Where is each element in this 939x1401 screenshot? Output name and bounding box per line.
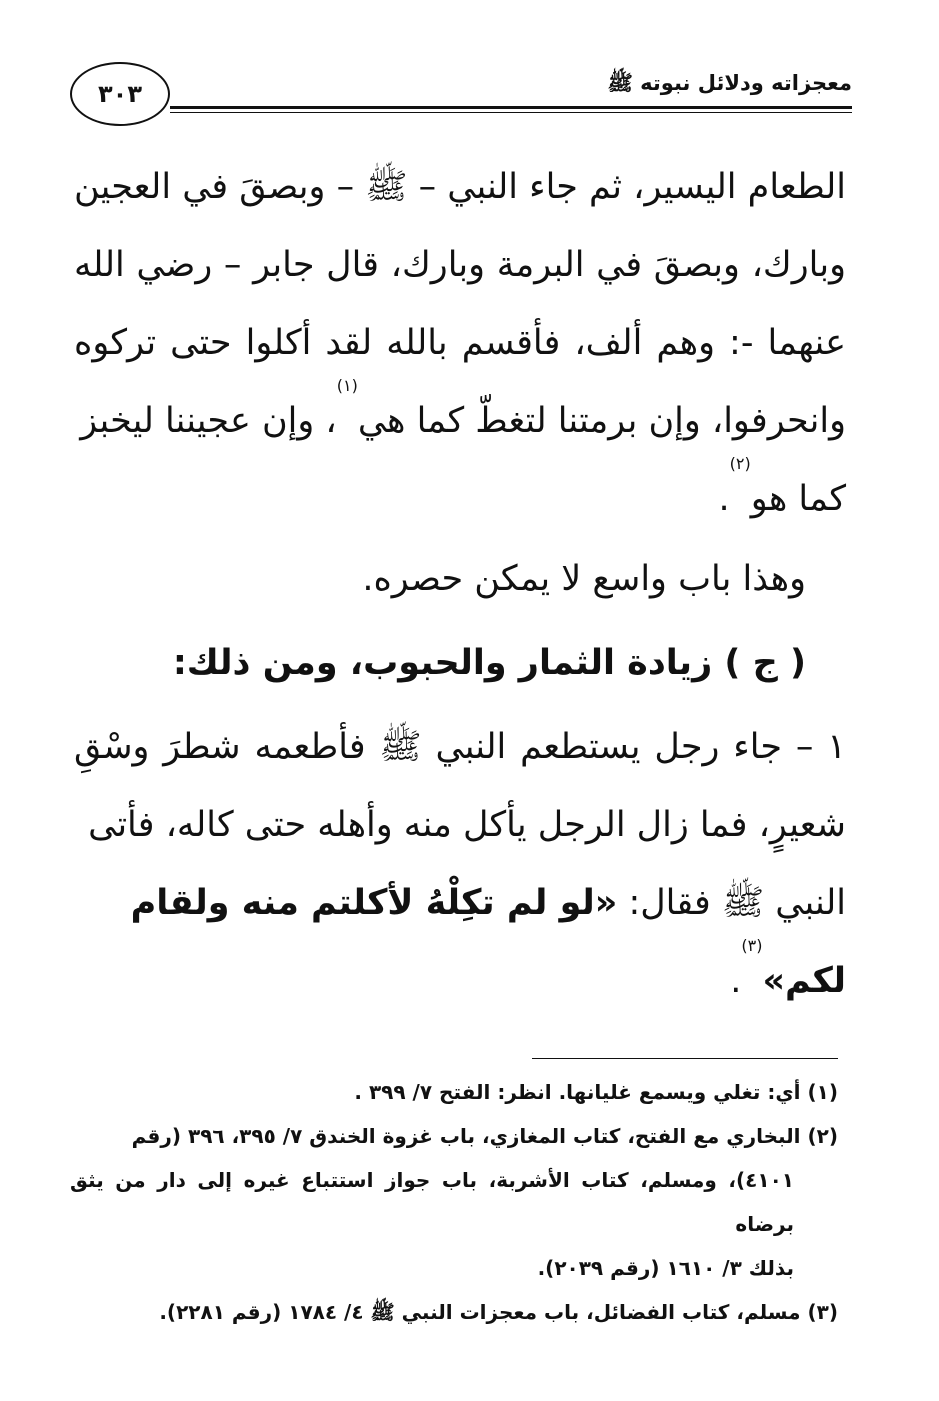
page-header: [70, 62, 852, 132]
paragraph-line: شعيرٍ، فما زال الرجل يأكل منه وأهله حتى كاله، فأتى: [88, 805, 846, 845]
paragraph-line: ، وإن عجيننا ليخبز: [80, 401, 337, 441]
footnote-2: (٢) البخاري مع الفتح، كتاب المغازي، باب غزوة الخندق ٧/ ٣٩٥، ٣٩٦ (رقم: [131, 1124, 838, 1148]
main-text: [74, 148, 846, 1020]
footnote-1: (١) أي: تغلي ويسمع غليانها. انظر: الفتح ٧/ ٣٩٩ .: [354, 1080, 838, 1104]
footnote-ref-1[interactable]: (١): [336, 376, 358, 395]
footnote-separator: [532, 1058, 838, 1059]
header-rule-thin: [170, 112, 852, 113]
header-rule-thick: [170, 106, 852, 109]
section-heading: ( ج ) زيادة الثمار والحبوب، ومن ذلك:: [172, 643, 806, 683]
paragraph-line: عنهما -: وهم ألف، فأقسم بالله لقد أكلوا حتى تركوه: [74, 323, 846, 363]
paragraph-line: كما هو: [750, 479, 846, 519]
footnote-2-cont: ٤١٠١)، ومسلم، كتاب الأشربة، باب جواز استتباع غيره إلى دار من يثق برضاه: [70, 1168, 794, 1236]
page-number: ٣٠٣: [70, 62, 170, 126]
paragraph-line: ١ – جاء رجل يستطعم النبي ﷺ فأطعمه شطرَ وسْقِ: [74, 727, 846, 767]
paragraph-line: الطعام اليسير، ثم جاء النبي – ﷺ – وبصقَ في العجين: [74, 167, 846, 207]
paragraph-2: وهذا باب واسع لا يمكن حصره.: [362, 559, 806, 599]
paragraph-line: النبي ﷺ فقال:: [617, 883, 846, 923]
footnote-ref-2[interactable]: (٢): [729, 454, 751, 473]
period: .: [730, 961, 742, 1001]
footnote-3: (٣) مسلم، كتاب الفضائل، باب معجزات النبي ﷺ ٤/ ١٧٨٤ (رقم ٢٢٨١).: [159, 1300, 838, 1324]
paragraph-1: [74, 148, 846, 460]
period: .: [718, 479, 730, 519]
footnote-ref-3[interactable]: (٣): [741, 936, 763, 955]
paragraph-line: وانحرفوا، وإن برمتنا لتغطّ كما هي: [357, 401, 846, 441]
paragraph-line: وبارك، وبصقَ في البرمة وبارك، قال جابر – رضي الله: [74, 245, 846, 285]
hadith-quote: «لو لم تكِلْهُ لأكلتم منه ولقام لكم»: [130, 883, 846, 1001]
footnote-2-cont: بذلك ٣/ ١٦١٠ (رقم ٢٠٣٩).: [537, 1256, 794, 1280]
footnotes: [70, 1070, 838, 1334]
running-head: معجزاته ودلائل نبوته ﷺ: [607, 71, 852, 95]
list-item-1: [74, 708, 846, 864]
list-item-1-end: [74, 864, 846, 1020]
paragraph-1-end: [74, 454, 846, 538]
